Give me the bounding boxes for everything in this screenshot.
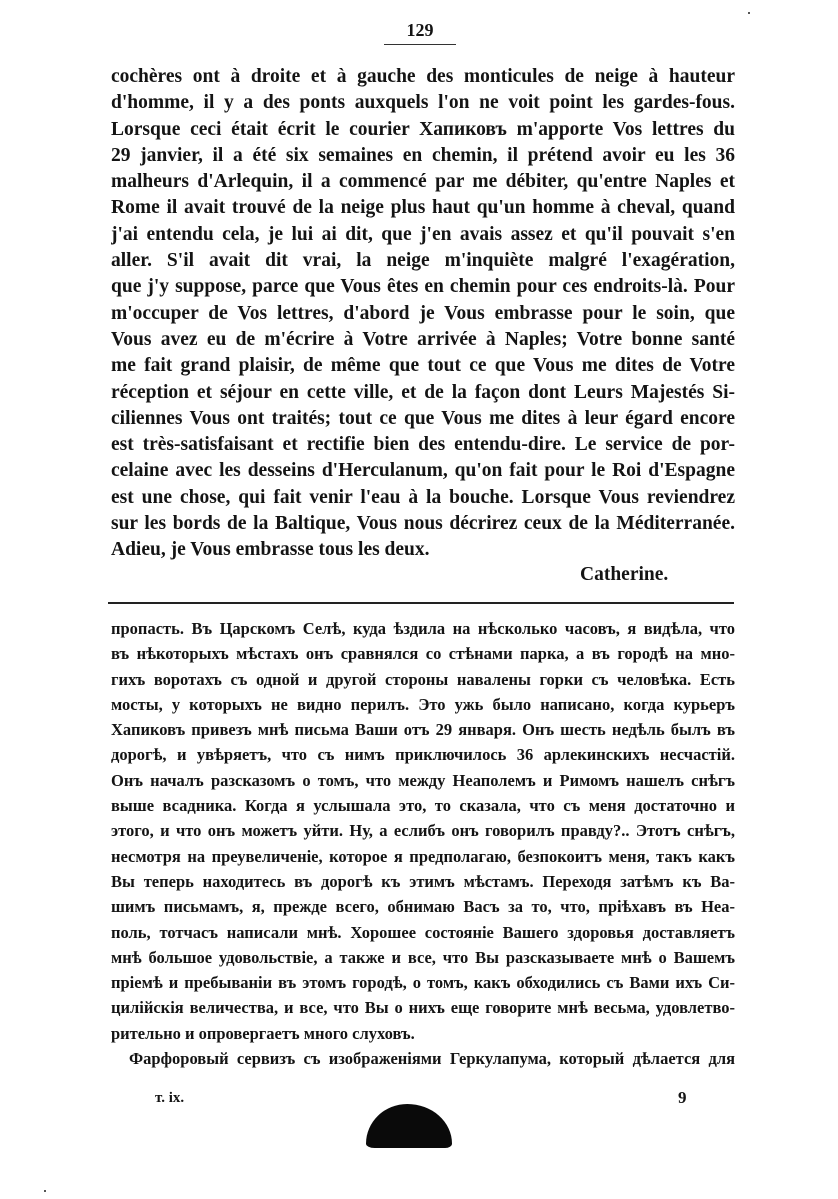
french-line: Vous avez eu de m'écrire à Votre arrivée à Naples; Votre bonne santé [111,328,735,350]
footer-volume-mark: т. іх. [155,1090,185,1106]
russian-line: шимъ письмамъ, я, прежде всего, обнимаю Васъ за то, что, пріѣхавъ въ Неа- [111,897,735,917]
french-line: que j'y suppose, parce que Vous êtes en chemin pour ces endroits-là. Pour [111,276,735,298]
russian-line: Хапиковъ привезъ мнѣ письма Ваши отъ 29 января. Онъ шесть недѣль былъ въ [111,720,735,740]
russian-line: въ нѣкоторыхъ мѣстахъ онъ сравнялся со стѣнами парка, а въ городѣ на мно- [111,644,735,664]
french-line: m'occuper de Vos lettres, d'abord je Vous embrasse pour le soin, que [111,302,735,324]
french-line: celaine avec les desseins d'Herculanum, qu'on fait pour le Roi d'Espagne [111,460,735,482]
russian-line: выше всадника. Когда я услышала это, то сказала, что съ меня достаточно и [111,796,735,816]
french-line: cochères ont à droite et à gauche des monticules de neige à hauteur [111,66,735,87]
russian-line: пріемѣ и пребываніи въ этомъ городѣ, о томъ, какъ обходились съ Вами ихъ Си- [111,973,735,993]
russian-line: пропасть. Въ Царскомъ Селѣ, куда ѣздила на нѣсколько часовъ, я видѣла, что [111,619,735,638]
french-line: ciliennes Vous ont traités; tout ce que Vous me dites à leur égard encore [111,407,735,429]
page-number: 129 [406,20,434,40]
russian-line: дорогѣ, и увѣряетъ, что съ нимъ приключилось 36 арлекинскихъ несчастій. [111,745,735,765]
russian-line: Вы теперь находитесь въ дорогѣ къ этимъ мѣстамъ. Переходя затѣмъ къ Ва- [111,871,735,891]
russian-line: мосты, у которыхъ не видно перилъ. Это ужь было написано, когда курьеръ [111,694,735,714]
french-line: Adieu, je Vous embrasse tous les deux. [111,539,430,561]
paper-speck [44,1190,46,1192]
french-line: j'ai entendu cela, je lui ai dit, que j'en avais assez et qu'il pouvait s'en [111,223,735,245]
french-letter-text [111,64,735,564]
page-number-rule [384,44,456,45]
russian-line: Фарфоровый сервизъ съ изображеніями Геркулапума, который дѣлается для [129,1049,735,1069]
russian-line: рительно и опровергаетъ много слуховъ. [111,1023,415,1043]
french-line: réception et séjour en cette ville, et de la façon dont Leurs Majestés Si- [111,381,735,403]
french-line: est très-satisfaisant et rectifie bien des entendu-dire. Le service de por- [111,434,735,456]
russian-line: гихъ воротахъ съ одной и другой стороны навалены горки съ человѣка. Есть [111,669,735,689]
french-line: sur les bords de la Baltique, Vous nous décrirez ceux de la Méditerranée. [111,513,735,535]
french-line: Lorsque ceci était écrit le courier Хапиковъ m'apporte Vos lettres du [111,118,735,140]
footer-signature-mark: 9 [678,1088,687,1107]
russian-line: этого, и что онъ можетъ уйти. Ну, а еслибъ онъ говорилъ правду?.. Этотъ снѣгъ, [111,821,735,841]
russian-line: поль, тотчасъ написали мнѣ. Хорошее состояніе Вашего здоровья доставляетъ [111,922,735,942]
signature: Catherine. [580,564,669,585]
russian-translation-text [111,616,735,1071]
paper-speck [748,12,750,14]
french-line: d'homme, il y a des ponts auxquels l'on ne voit point les gardes-fous. [111,92,735,114]
french-line: aller. S'il avait dit vrai, la neige m'inquiète malgré l'exagération, [111,250,735,272]
french-line: est une chose, qui fait venir l'eau à la bouche. Lorsque Vous reviendrez [111,486,735,508]
french-line: Rome il avait trouvé de la neige plus haut qu'un homme à cheval, quand [111,197,735,219]
russian-line: несмотря на преувеличеніе, которое я предполагаю, безпокоитъ меня, такъ какъ [111,846,735,866]
russian-line: мнѣ большое удовольствіе, а также и все, что Вы разсказываете мнѣ о Вашемъ [111,947,735,967]
ink-blot [366,1104,452,1148]
french-line: 29 janvier, il a été six semaines en chemin, il prétend avoir eu les 36 [111,144,735,166]
french-line: me fait grand plaisir, de même que tout ce que Vous me dites de Votre [111,355,735,377]
section-divider [108,602,734,604]
russian-line: цилійскія величества, и все, что Вы о нихъ еще говорите мнѣ весьма, удовлетво- [111,998,735,1018]
russian-line: Онъ началъ разсказомъ о томъ, что между Неаполемъ и Римомъ нашелъ снѣгъ [111,770,735,790]
french-line: malheurs d'Arlequin, il a commencé par me débiter, qu'entre Naples et [111,171,735,193]
